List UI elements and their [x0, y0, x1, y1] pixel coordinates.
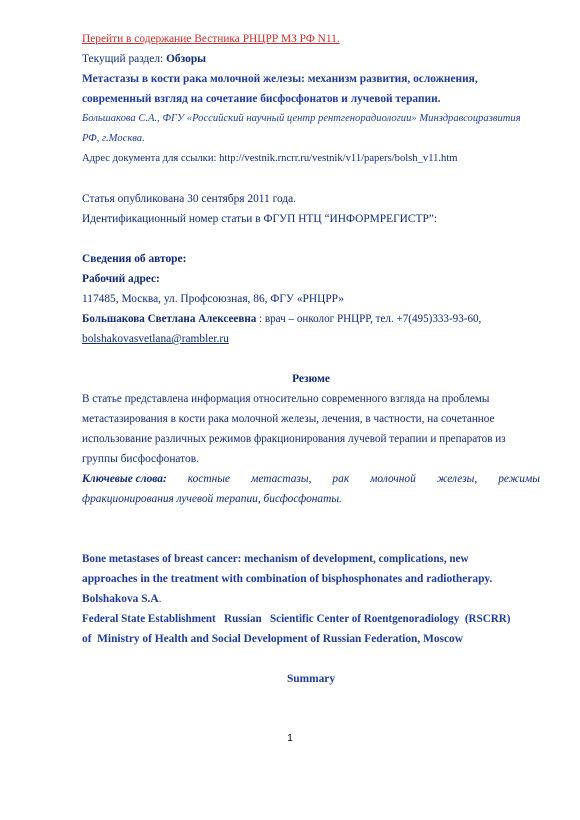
keywords-line-1	[82, 469, 540, 489]
author-contact	[82, 309, 540, 329]
english-title-line-2: approaches in the treatment with combination of bisphosphonates and radiotherapy.	[82, 573, 493, 585]
english-author	[82, 589, 540, 609]
resume-line-2: метастазирования в кости рака молочной железы, лечения, в частности, на сочетанное	[82, 413, 495, 425]
section-name: Обзоры	[166, 53, 207, 65]
english-institution-line-2: of Ministry of Health and Social Development of Russian Federation, Moscow	[82, 633, 463, 645]
english-author-period: .	[158, 593, 162, 605]
english-title-line-1: Bone metastases of breast cancer: mechanism of development, complications, new	[82, 553, 469, 565]
summary-heading: Summary	[286, 673, 336, 685]
resume-heading: Резюме	[292, 373, 330, 385]
author-name: Большакова Светлана Алексеевна	[82, 313, 257, 325]
address-url[interactable]: http://vestnik.rncrr.ru/vestnik/v11/papers/bolsh_v11.htm	[219, 153, 458, 164]
resume-line-4: группы бисфосфонатов.	[82, 453, 199, 465]
page-number: 1	[287, 733, 293, 744]
authors-line-2: РФ, г.Москва.	[82, 133, 145, 144]
author-details: : врач – онколог РНЦРР, тел. +7(495)333-93-60,	[256, 313, 482, 325]
page-content	[82, 29, 540, 689]
author-email-link[interactable]: bolshakovasvetlana@rambler.ru	[82, 333, 229, 345]
english-institution-line-1: Federal State Establishment Russian Scientific Center of Roentgenoradiology (RSCRR)	[82, 613, 511, 625]
resume-line-3: использование различных режимов фракционирования лучевой терапии и препаратов из	[82, 433, 506, 445]
section-label: Текущий раздел:	[82, 53, 167, 65]
work-address-label: Рабочий адрес:	[82, 273, 160, 285]
registry-id: Идентификационный номер статьи в ФГУП НТЦ “ИНФОРМРЕГИСТР”:	[82, 213, 438, 225]
contents-link[interactable]: Перейти в содержание Вестника РНЦРР МЗ РФ N11.	[82, 33, 340, 45]
article-title-line-1	[82, 69, 540, 89]
english-author-name: Bolshakova S.A	[82, 593, 159, 605]
keyword-word: метастазы,	[251, 473, 312, 485]
keyword-word: рак	[332, 473, 350, 485]
keywords-label: Ключевые слова:	[82, 473, 167, 485]
current-section	[82, 49, 540, 69]
author-info-heading: Сведения об авторе:	[82, 253, 187, 265]
keyword-word: костные	[187, 473, 231, 485]
article-title-line-2: современный взгляд на сочетание бисфосфонатов и лучевой терапии.	[82, 93, 441, 105]
resume-line-1: В статье представлена информация относительно современного взгляда на проблемы	[82, 393, 490, 405]
publication-date: Статья опубликована 30 сентября 2011 года.	[82, 193, 297, 205]
keyword-word: режимы	[498, 473, 540, 485]
work-address: 117485, Москва, ул. Профсоюзная, 86, ФГУ «РНЦРР»	[82, 293, 344, 305]
keywords-line-2: фракционирования лучевой терапии, бисфосфонаты.	[82, 493, 342, 505]
authors-line-1: Большакова С.А., ФГУ «Российский научный центр рентгенорадиологии» Минздравсоцразвития	[82, 113, 521, 124]
article-title-text-1: Метастазы в кости рака молочной железы: механизм развития, осложнения,	[82, 73, 478, 85]
keyword-word: молочной	[370, 473, 416, 485]
document-address	[82, 149, 540, 169]
address-label: Адрес документа для ссылки:	[82, 153, 220, 164]
keyword-word: железы,	[436, 473, 478, 485]
